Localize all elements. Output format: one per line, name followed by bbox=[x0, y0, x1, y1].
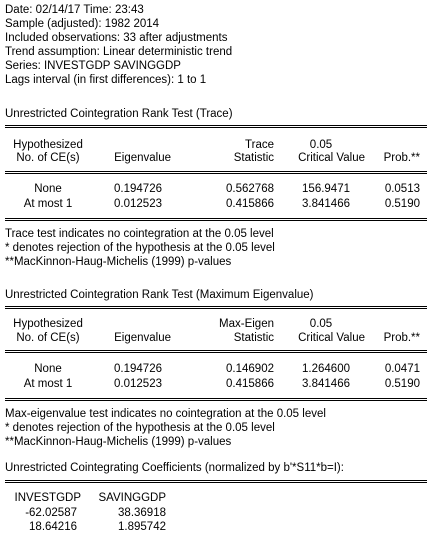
trace-row-2-hypothesis: At most 1 bbox=[23, 198, 73, 210]
trace-table-bottom-rule-2 bbox=[5, 220, 427, 221]
maxeig-row-1-statistic: 0.146902 bbox=[226, 363, 274, 375]
trace-header-no-of-ce: No. of CE(s) bbox=[16, 152, 80, 164]
maxeig-row-2-prob: 0.5190 bbox=[384, 378, 420, 390]
maxeig-table-top-rule bbox=[5, 306, 427, 307]
trace-row-1-statistic: 0.562768 bbox=[226, 183, 274, 195]
maxeig-row-1-hypothesis: None bbox=[34, 363, 62, 375]
maxeig-row-1-prob: 0.0471 bbox=[384, 363, 420, 375]
trace-table-mid-rule-2 bbox=[5, 173, 427, 174]
trace-note-asterisk: * denotes rejection of the hypothesis at the 0.05 level bbox=[5, 242, 275, 254]
maxeig-header-critical-value: Critical Value bbox=[298, 332, 365, 344]
trace-note-conclusion: Trace test indicates no cointegration at the 0.05 level bbox=[5, 228, 274, 240]
coefficients-row-1-investgdp: -62.02587 bbox=[25, 507, 77, 519]
maxeig-row-2-hypothesis: At most 1 bbox=[23, 378, 73, 390]
trace-test-title: Unrestricted Cointegration Rank Test (Trace) bbox=[5, 108, 233, 120]
coefficients-top-rule bbox=[5, 480, 427, 481]
maxeig-header-eigenvalue: Eigenvalue bbox=[114, 332, 171, 344]
trace-row-2-eigenvalue: 0.012523 bbox=[114, 198, 162, 210]
trace-table-top-rule-2 bbox=[5, 127, 427, 128]
trace-header-level: 0.05 bbox=[309, 139, 333, 151]
maxeig-note-pvalues: **MacKinnon-Haug-Michelis (1999) p-values bbox=[5, 436, 232, 448]
maxeig-note-conclusion: Max-eigenvalue test indicates no cointegration at the 0.05 level bbox=[5, 408, 326, 420]
trace-row-1-critical-value: 156.9471 bbox=[302, 183, 350, 195]
maxeig-row-2-eigenvalue: 0.012523 bbox=[114, 378, 162, 390]
coefficients-header-investgdp: INVESTGDP bbox=[14, 492, 81, 504]
trace-row-1-hypothesis: None bbox=[34, 183, 62, 195]
maxeig-table-bottom-rule bbox=[5, 398, 427, 399]
maxeig-test-title: Unrestricted Cointegration Rank Test (Maximum Eigenvalue) bbox=[5, 289, 314, 301]
maxeig-table-top-rule-2 bbox=[5, 308, 427, 309]
maxeig-row-1-critical-value: 1.264600 bbox=[302, 363, 350, 375]
sample-line: Sample (adjusted): 1982 2014 bbox=[5, 18, 160, 30]
trace-header-eigenvalue: Eigenvalue bbox=[114, 152, 171, 164]
maxeig-header-hypothesized: Hypothesized bbox=[13, 318, 83, 330]
maxeig-header-statistic: Statistic bbox=[233, 332, 274, 344]
observations-line: Included observations: 33 after adjustments bbox=[5, 32, 228, 44]
maxeig-note-asterisk: * denotes rejection of the hypothesis at the 0.05 level bbox=[5, 422, 275, 434]
coefficients-top-rule-2 bbox=[5, 482, 427, 483]
trace-row-2-critical-value: 3.841466 bbox=[302, 198, 350, 210]
maxeig-table-bottom-rule-2 bbox=[5, 400, 427, 401]
coefficients-row-2-savinggdp: 1.895742 bbox=[118, 521, 166, 533]
trace-row-1-prob: 0.0513 bbox=[384, 183, 420, 195]
trace-table-mid-rule bbox=[5, 171, 427, 172]
trace-header-statistic: Statistic bbox=[233, 152, 274, 164]
trace-row-1-eigenvalue: 0.194726 bbox=[114, 183, 162, 195]
trace-row-2-statistic: 0.415866 bbox=[226, 198, 274, 210]
maxeig-header-no-of-ce: No. of CE(s) bbox=[16, 332, 80, 344]
coefficients-row-1-savinggdp: 38.36918 bbox=[118, 507, 166, 519]
trace-header-trace: Trace bbox=[245, 139, 274, 151]
maxeig-header-prob: Prob.** bbox=[383, 332, 420, 344]
trace-header-hypothesized: Hypothesized bbox=[13, 139, 83, 151]
trace-note-pvalues: **MacKinnon-Haug-Michelis (1999) p-values bbox=[5, 256, 232, 268]
series-line: Series: INVESTGDP SAVINGGDP bbox=[5, 60, 181, 72]
lags-interval-line: Lags interval (in first differences): 1 to 1 bbox=[5, 74, 207, 86]
maxeig-table-mid-rule-2 bbox=[5, 352, 427, 353]
maxeig-row-1-eigenvalue: 0.194726 bbox=[114, 363, 162, 375]
trend-assumption-line: Trend assumption: Linear deterministic trend bbox=[5, 46, 233, 58]
maxeig-row-2-critical-value: 3.841466 bbox=[302, 378, 350, 390]
maxeig-table-mid-rule bbox=[5, 350, 427, 351]
maxeig-row-2-statistic: 0.415866 bbox=[226, 378, 274, 390]
trace-header-critical-value: Critical Value bbox=[298, 152, 365, 164]
date-time-line: Date: 02/14/17 Time: 23:43 bbox=[5, 4, 144, 16]
trace-header-prob: Prob.** bbox=[383, 152, 420, 164]
coefficients-header-savinggdp: SAVINGGDP bbox=[98, 492, 166, 504]
trace-table-bottom-rule bbox=[5, 218, 427, 219]
maxeig-header-level: 0.05 bbox=[309, 318, 333, 330]
maxeig-header-max-eigen: Max-Eigen bbox=[219, 318, 274, 330]
coefficients-row-2-investgdp: 18.64216 bbox=[29, 521, 77, 533]
trace-row-2-prob: 0.5190 bbox=[384, 198, 420, 210]
coefficients-title: Unrestricted Cointegrating Coefficients (normalized by b'*S11*b=I): bbox=[5, 462, 344, 474]
trace-table-top-rule bbox=[5, 125, 427, 126]
